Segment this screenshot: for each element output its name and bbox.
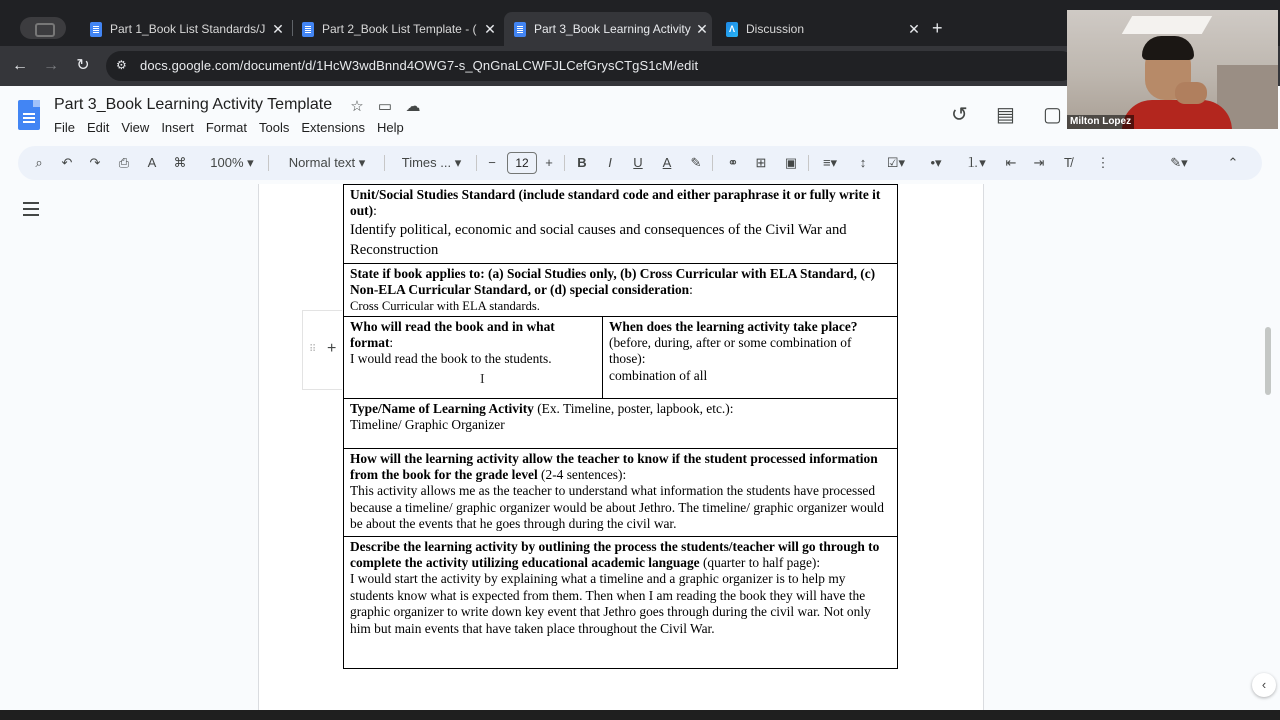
document-title[interactable]: Part 3_Book Learning Activity Template [54,96,333,113]
close-icon[interactable]: ✕ [696,20,708,37]
add-comment-icon[interactable]: ⊞ [755,155,767,170]
table-row-handle[interactable] [302,310,342,390]
bulleted-list-icon[interactable]: •▾ [930,155,942,170]
type-hint: (Ex. Timeline, poster, lapbook, etc.): [537,400,734,416]
increase-font-size-icon[interactable]: + [545,155,553,170]
participant-name-label: Milton Lopez [1067,115,1134,129]
learning-activity-table [343,184,898,669]
tab-title: Discussion [746,22,805,36]
editing-mode-icon[interactable]: ✎▾ [1170,155,1188,170]
drag-handle-icon[interactable]: ⠿ [309,344,316,355]
describe-value: I would start the activity by explaining what a timeline and a graphic organizer is to help my students know what is expected from them. Then when I am reading the book they will have the graphic organizer to write down key event that Jethro goes through during the civil war. Not only him but main events that have taken place throughout the Civil War. [350,571,871,636]
toolbar-divider [808,155,809,171]
cloud-status-icon[interactable]: ☁ [405,98,421,115]
paint-format-icon[interactable]: ⌘ [173,155,187,170]
applies-cell[interactable]: State if book applies to: (a) Social Studies only, (b) Cross Curricular with ELA Standard, (c) Non-ELA Curricular Standard, or (d) special consideration: Cross Curricular with ELA standards. [344,263,898,316]
meet-icon[interactable]: ▢ [1043,104,1062,126]
align-select-icon[interactable]: ≡▾ [822,155,838,170]
font-value: Times ... [401,155,452,170]
applies-value: Cross Curricular with ELA standards. [350,298,540,313]
highlight-icon[interactable]: ✎ [690,155,702,170]
reload-icon[interactable]: ↻ [76,57,90,74]
title-actions [348,97,422,115]
document-outline-icon[interactable] [23,202,39,216]
checklist-icon[interactable]: ☑▾ [886,155,906,170]
font-select[interactable]: Times ... ▾ [401,155,462,170]
describe-cell[interactable] [344,536,898,668]
link-icon[interactable]: ⚭ [727,155,739,170]
close-icon[interactable]: ✕ [272,20,284,37]
menu-tools[interactable]: Tools [259,120,290,135]
table-row [344,263,898,316]
menu-view[interactable]: View [121,120,150,135]
menu-help[interactable]: Help [376,120,404,135]
tab-title: Part 1_Book List Standards/J [110,22,266,36]
decrease-font-size-icon[interactable]: − [488,155,496,170]
tab-search-toggle[interactable] [20,17,66,39]
describe-label: Describe the learning activity by outlining the process the students/teacher will go through to complete the activity utilizing educational academic language [350,538,880,571]
person-shirt [1122,100,1232,129]
type-label: Type/Name of Learning Activity [350,400,534,416]
address-bar[interactable] [106,51,1076,81]
docs-icon [90,22,102,37]
tab-title: Part 3_Book Learning Activity [534,22,691,36]
ceiling-light [1122,16,1212,34]
back-arrow-icon[interactable]: ← [12,57,28,74]
site-info-icon[interactable]: ⚙ [116,58,127,72]
applies-label: State if book applies to: (a) Social Studies only, (b) Cross Curricular with ELA Standard, (c) Non-ELA Curricular Standard, or (d) special consideration [350,265,876,298]
when-value: combination of all [609,367,708,383]
standard-value: Identify political, economic and social causes and consequences of the Civil War and Reconstruction [350,221,847,258]
move-folder-icon[interactable]: ▭ [377,98,393,115]
browser-tab-discussion[interactable] [716,12,924,46]
menu-file[interactable]: File [54,120,75,135]
search-icon[interactable]: ⌕ [35,155,43,170]
type-cell[interactable] [344,398,898,448]
paragraph-style-select[interactable]: Normal text ▾ [288,155,366,170]
font-size-input[interactable]: 12 [507,152,537,174]
person-hand [1175,82,1207,104]
text-cursor-icon: I [480,372,485,387]
canvas-icon: Λ [726,22,738,37]
zoom-select[interactable]: 100% ▾ [210,155,254,170]
text-color-icon[interactable]: A [662,155,672,170]
browser-tab-part1[interactable] [80,12,288,46]
person-hair [1142,36,1194,60]
url-text[interactable]: docs.google.com/document/d/1HcW3wdBnnd4OWG7-s_QnGnaLCWFJLCefGrysCTgS1cM/edit [140,58,699,73]
menu-edit[interactable]: Edit [86,120,110,135]
side-panel-toggle-icon[interactable]: ‹ [1252,673,1276,697]
docs-logo-icon[interactable] [18,100,40,130]
table-row [344,398,898,448]
zoom-value: 100% [210,155,244,170]
insert-image-icon[interactable]: ▣ [784,155,798,170]
star-icon[interactable]: ☆ [350,98,364,115]
more-options-icon[interactable]: ⋮ [1096,155,1110,170]
toolbar-divider [564,155,565,171]
standard-cell[interactable]: Unit/Social Studies Standard (include standard code and either paraphrase it or fully write it out): Identify political, economic and social causes and consequences of the Civil War and Reconstruction [344,185,898,264]
history-icon[interactable]: ↺ [951,104,968,126]
table-row [344,185,898,264]
editing-toolbar [18,146,1262,180]
toolbar-divider [384,155,385,171]
docs-icon [514,22,526,37]
comments-icon[interactable]: ▤ [996,104,1015,126]
close-icon[interactable]: ✕ [908,20,920,37]
type-value: Timeline/ Graphic Organizer [350,417,505,433]
print-icon[interactable]: ⎙ [118,155,130,170]
tab-title: Part 2_Book List Template - ( [322,22,477,36]
who-label: Who will read the book and in what format [350,318,555,351]
increase-indent-icon[interactable]: ⇥ [1033,155,1045,170]
numbered-list-icon[interactable]: ⒈▾ [966,155,986,170]
clear-formatting-icon[interactable]: T̸ [1064,155,1072,170]
how-hint: (2-4 sentences): [541,467,627,483]
style-value: Normal text [288,155,356,170]
how-label: How will the learning activity allow the teacher to know if the student processed information from the book for the grade level [350,450,878,483]
toolbar-divider [712,155,713,171]
when-label: When does the learning activity take place? [609,318,858,334]
table-row [344,316,898,398]
menu-bar [54,120,416,135]
redo-icon[interactable]: ↷ [89,155,101,170]
standard-label: Unit/Social Studies Standard (include standard code and either paraphrase it or fully write it out) [350,187,881,219]
add-row-icon[interactable]: + [327,340,337,357]
spellcheck-icon[interactable]: A [147,155,157,170]
browser-tab-part2[interactable] [292,12,500,46]
menu-extensions[interactable]: Extensions [301,120,365,135]
toolbar-divider [476,155,477,171]
chevron-up-icon[interactable]: ⌃ [1227,155,1239,170]
when-cell[interactable] [603,316,898,398]
underline-icon[interactable]: U [633,155,643,170]
decrease-indent-icon[interactable]: ⇤ [1005,155,1017,170]
bottom-edge [0,710,1280,720]
describe-hint: (quarter to half page): [702,555,821,571]
close-icon[interactable]: ✕ [484,20,496,37]
webcam-video [1067,10,1278,129]
table-row [344,448,898,536]
undo-icon[interactable]: ↶ [61,155,73,170]
how-value: This activity allows me as the teacher to understand what information the students have processed because a timeline/ graphic organizer would be about Jethro. The timeline/ graphic organizer would be about the events that he goes through during the civil war. [350,483,884,532]
who-value: I would read the book to the students. [350,351,552,367]
toolbar-divider [268,155,269,171]
italic-icon[interactable]: I [608,155,612,170]
bold-icon[interactable]: B [577,155,587,170]
docs-icon [302,22,314,37]
how-cell[interactable] [344,448,898,536]
menu-insert[interactable]: Insert [161,120,194,135]
vertical-scrollbar[interactable] [1265,327,1271,395]
menu-format[interactable]: Format [205,120,247,135]
who-cell[interactable]: Who will read the book and in what format: I would read the book to the students. [344,316,603,398]
browser-tab-part3[interactable] [504,12,712,46]
when-hint: (before, during, after or some combination of those): [609,335,852,367]
table-row [344,536,898,668]
forward-arrow-icon[interactable]: → [43,57,59,74]
line-spacing-icon[interactable]: ↕ [859,155,867,170]
new-tab-button[interactable]: + [932,18,943,38]
